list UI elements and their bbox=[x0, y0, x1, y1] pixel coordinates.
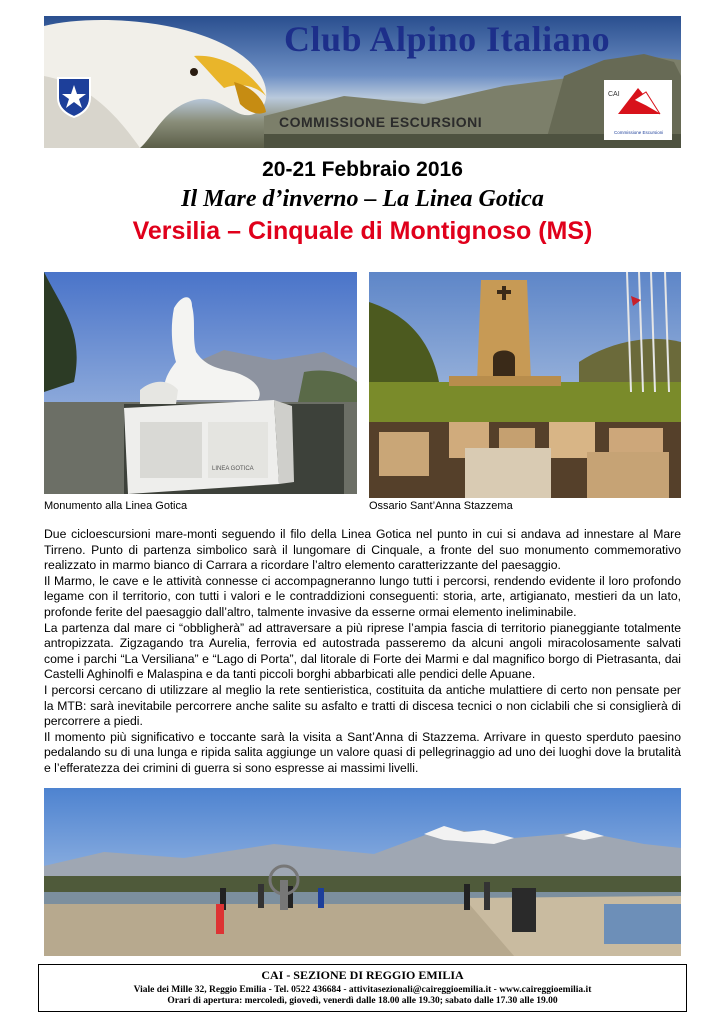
photo-monumento-linea-gotica bbox=[44, 272, 357, 494]
commission-subtitle: COMMISSIONE ESCURSIONI bbox=[279, 114, 483, 130]
cai-logo-sub: Commissione Escursioni bbox=[614, 130, 664, 135]
monument-plaque-text: LINEA GOTICA bbox=[212, 466, 254, 472]
body-paragraph: Due cicloescursioni mare-monti seguendo il filo della Linea Gotica nel punto in cui si andava ad innestare al Mare Tirreno. Punto di partenza simbolico sarà il lungomare di Cinquale, a fronte del suo monumento commemorativo realizzato in marmo bianco di Carrara a ricordare l’altro elemento caratterizzante del paesaggio. bbox=[44, 527, 681, 573]
body-paragraph: I percorsi cercano di utilizzare al meglio la rete sentieristica, costituita da antiche mulattiere di certo non pensate per la MTB: sarà inevitabile percorrere anche salite su asfalto e tratti di discesa tecnici o non ciclabili che si consiglierà di percorrere a piedi. bbox=[44, 682, 681, 729]
photo-ossario-santanna bbox=[369, 272, 681, 498]
body-paragraph: Il Marmo, le cave e le attività connesse ci accompagneranno lungo tutti i percorsi, rendendo evidente il loro profondo legame con il territorio, con tutti i valori e le contraddizioni conseguenti: storia, arte, artigianato, mestieri da un lato, profonde ferite del paesaggio dall’altro, talmente invasive da esserne ormai elemento ineliminabile. bbox=[44, 573, 681, 619]
cai-logo-label: CAI bbox=[608, 91, 620, 98]
club-title: Club Alpino Italiano bbox=[284, 19, 611, 59]
body-paragraph: La partenza dal mare ci “obbligherà” ad attraversare a più riprese l’ampia fascia di territorio pianeggiante totalmente antropizzata. Zigzagando tra Aurelia, ferrovia ed autostrada passeremo da alcuni angoli miracolosamente salvati come i parchi “La Versiliana” e “Lago di Porta”, dal litorale di Forte dei Marmi e dal magnifico borgo di Pietrasanta, dai Castelli Aghinolfi e Malaspina e da tanti piccoli borghi abbarbicati alle pendici delle Apuane. bbox=[44, 620, 681, 682]
footer-contacts: Viale dei Mille 32, Reggio Emilia - Tel. 0522 436684 - attivitasezionali@caireggioemilia.it - www.caireggioemilia.it bbox=[133, 985, 592, 995]
body-text bbox=[44, 527, 681, 777]
footer-opening-hours: Orari di apertura: mercoledì, giovedì, venerdì dalle 18.00 alle 19.30; sabato dalle 17.30 alle 19.00 bbox=[167, 996, 558, 1006]
header-banner bbox=[44, 16, 681, 148]
cai-shield-icon bbox=[56, 76, 92, 118]
body-paragraph: Il momento più significativo e toccante sarà la visita a Sant’Anna di Stazzema. Arrivare in questo sperduto paesino pedalando su di una lunga e ripida salita aggiunge un valore quasi di pellegrinaggio ad uno dei luoghi dove la brutalità e l’efferatezza dei crimini di guerra si sono espresse ai massimi livelli. bbox=[44, 729, 681, 775]
event-location: Versilia – Cinquale di Montignoso (MS) bbox=[132, 217, 593, 245]
footer-section-name: CAI - SEZIONE DI REGGIO EMILIA bbox=[261, 968, 464, 982]
event-date: 20-21 Febbraio 2016 bbox=[262, 158, 463, 181]
caption-right: Ossario Sant’Anna Stazzema bbox=[369, 500, 513, 512]
cai-commission-logo bbox=[604, 80, 672, 140]
event-title: Il Mare d’inverno – La Linea Gotica bbox=[181, 186, 544, 212]
footer-box bbox=[38, 964, 687, 1012]
caption-left: Monumento alla Linea Gotica bbox=[44, 500, 188, 512]
photo-panorama-cinquale bbox=[44, 788, 681, 956]
